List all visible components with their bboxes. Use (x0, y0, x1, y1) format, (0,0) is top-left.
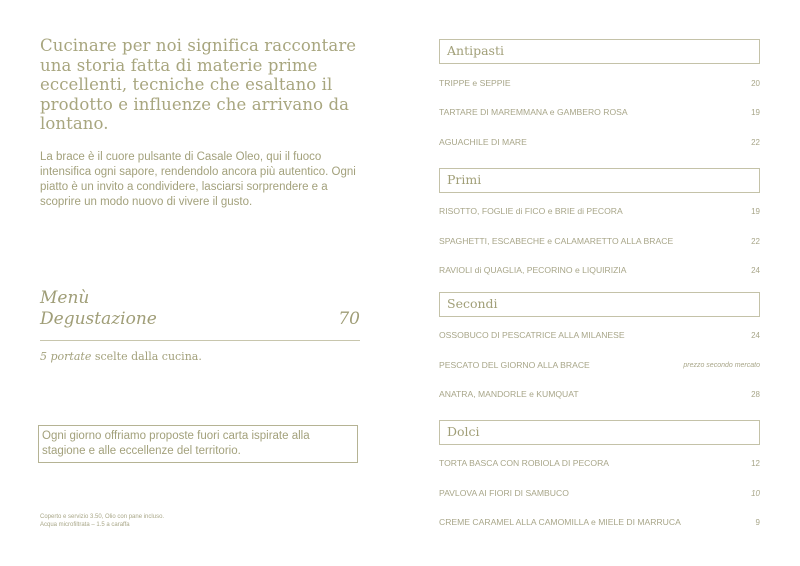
footnote (40, 513, 164, 529)
daily-specials-box: Ogni giorno offriamo proposte fuori carta ispirate alla stagione e alle eccellenze del territorio. (38, 425, 358, 463)
dish-price: 19 (751, 107, 760, 117)
headline: Cucinare per noi significa raccontare una storia fatta di materie prime eccellenti, tecniche che esaltano il prodotto e influenze che arrivano da lontano. (40, 36, 357, 133)
dish-price: 12 (751, 458, 760, 468)
section-header-secondi: Secondi (439, 292, 760, 317)
dish-price: 20 (751, 78, 760, 88)
dish-name: TRIPPE e SEPPIE (439, 78, 511, 88)
menu-item (439, 136, 760, 148)
dish-name: RISOTTO, FOGLIE di FICO e BRIE di PECORA (439, 206, 623, 216)
menu-item (439, 205, 760, 217)
menu-item (439, 359, 760, 371)
dish-price: 22 (751, 137, 760, 147)
dish-name: PESCATO DEL GIORNO ALLA BRACE (439, 360, 590, 370)
dish-name: TORTA BASCA CON ROBIOLA DI PECORA (439, 458, 610, 468)
section-header-primi: Primi (439, 168, 760, 193)
menu-item (439, 487, 760, 499)
menu-item (439, 77, 760, 89)
tasting-title-line2: Degustazione (40, 309, 157, 329)
menu-item (439, 264, 760, 276)
dish-price: prezzo secondo mercato (683, 361, 760, 369)
tasting-note-courses: 5 portate (40, 350, 92, 363)
menu-item (439, 388, 760, 400)
intro-paragraph: La brace è il cuore pulsante di Casale Oleo, qui il fuoco intensifica ogni sapore, rendendolo ancora più autentico. Ogni piatto è un invito a condividere, lasciarsi sorprendere e a scoprire un modo nuovo di vivere il gusto. (40, 151, 356, 208)
tasting-menu-note (40, 350, 202, 363)
menu-item (439, 235, 760, 247)
dish-price: 19 (751, 206, 760, 216)
dish-name: OSSOBUCO DI PESCATRICE ALLA MILANESE (439, 330, 625, 340)
dish-name: TARTARE DI MAREMMANA e GAMBERO ROSA (439, 107, 628, 117)
dish-price: 28 (751, 389, 760, 399)
dish-price: 10 (751, 488, 760, 498)
footnote-water: Acqua microfiltrata – 1.5 a caraffa (40, 522, 130, 528)
dish-price: 24 (751, 265, 760, 275)
footnote-cover: Coperto e servizio 3.50, Olio con pane incluso. (40, 514, 165, 520)
tasting-menu-title (40, 288, 157, 330)
tasting-menu-price: 70 (338, 309, 360, 329)
dish-price: 24 (751, 330, 760, 340)
tasting-note-rest: scelte dalla cucina. (94, 350, 202, 363)
dish-price: 22 (751, 236, 760, 246)
menu-item (439, 329, 760, 341)
menu-item (439, 516, 760, 528)
dish-name: AGUACHILE DI MARE (439, 137, 527, 147)
dish-name: RAVIOLI di QUAGLIA, PECORINO e LIQUIRIZIA (439, 265, 627, 275)
dish-name: CREME CARAMEL ALLA CAMOMILLA e MIELE DI MARRUCA (439, 517, 681, 527)
tasting-title-line1: Menù (40, 288, 90, 308)
dish-name: ANATRA, MANDORLE e KUMQUAT (439, 389, 579, 399)
divider (40, 340, 360, 341)
dish-name: PAVLOVA AI FIORI DI SAMBUCO (439, 488, 569, 498)
dish-price: 9 (755, 517, 760, 527)
menu-item (439, 106, 760, 118)
menu-item (439, 457, 760, 469)
section-header-dolci: Dolci (439, 420, 760, 445)
dish-name: SPAGHETTI, ESCABECHE e CALAMARETTO ALLA BRACE (439, 236, 674, 246)
section-header-antipasti: Antipasti (439, 39, 760, 64)
